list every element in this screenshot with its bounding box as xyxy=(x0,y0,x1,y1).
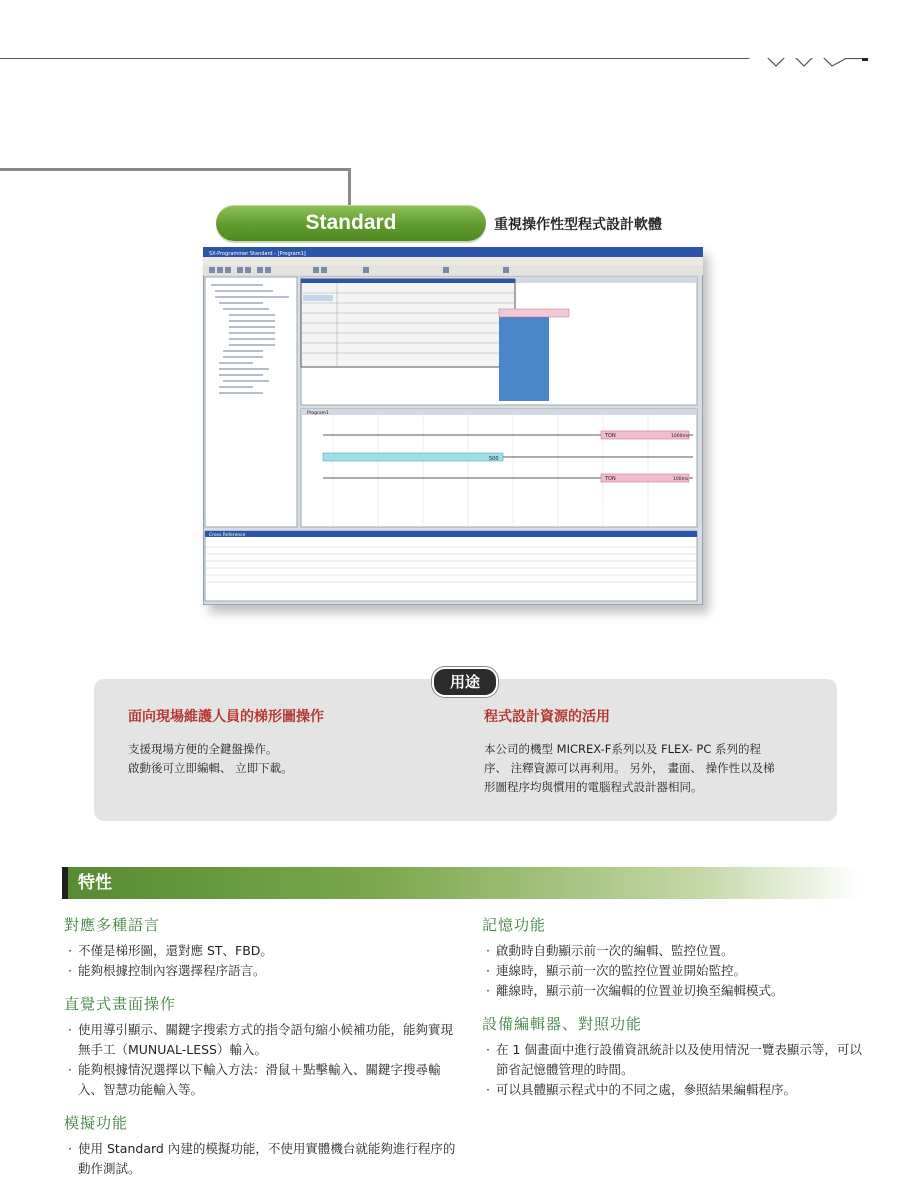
feature-title: 直覺式畫面操作 xyxy=(64,995,177,1013)
product-label-pill: Standard xyxy=(216,205,486,241)
feature-item: · 能夠根據控制內容選擇程序語言。 xyxy=(64,961,460,981)
usage-left-title: 面向現場維護人員的梯形圖操作 xyxy=(128,709,324,725)
feature-item: · 啟動時自動顯示前一次的編輯、監控位置。 xyxy=(482,941,874,961)
feature-title: 模擬功能 xyxy=(64,1114,129,1132)
product-subtitle: 重視操作性型程式設計軟體 xyxy=(494,217,662,233)
screenshot-illustration xyxy=(203,247,703,605)
coil-ton-2: TON xyxy=(605,476,616,482)
top-rule-decoration xyxy=(0,58,900,68)
feature-list xyxy=(64,1020,460,1100)
coil-value-1: 1000ms xyxy=(671,434,690,439)
usage-left-line: 啟動後可立即編輯、 立即下載。 xyxy=(128,761,293,775)
feature-item: · 可以具體顯示程式中的不同之處，參照結果編輯程序。 xyxy=(482,1080,874,1100)
coil-ton-1: TON xyxy=(605,433,616,439)
features-heading-band xyxy=(62,867,862,899)
features-heading: 特性 xyxy=(78,873,112,893)
feature-item: · 使用 Standard 內建的模擬功能，不使用實體機台就能夠進行程序的動作測試。 xyxy=(64,1139,460,1179)
feature-item: · 離線時，顯示前一次編輯的位置並切換至編輯模式。 xyxy=(482,981,874,1001)
feature-list xyxy=(482,941,874,1001)
usage-right-line: 形圖程序均與慣用的電腦程式設計器相同。 xyxy=(484,780,703,794)
usage-right-column xyxy=(484,706,824,797)
feature-title: 設備編輯器、對照功能 xyxy=(482,1015,643,1033)
screenshot-title-bar: SX-Programmer Standard - [Program1] xyxy=(209,251,306,257)
feature-item: · 能夠根據情況選擇以下輸入方法：滑鼠＋點擊輸入、關鍵字搜尋輸入、智慧功能輸入等。 xyxy=(64,1060,460,1100)
usage-right-line: 本公司的機型 MICREX-F系列以及 FLEX- PC 系列的程 xyxy=(484,742,761,756)
feature-item: · 在 1 個畫面中進行設備資訊統計以及使用情況一覽表顯示等，可以節省記憶體管理的時間。 xyxy=(482,1040,874,1080)
feature-item: · 使用導引顯示、關鍵字搜索方式的指令語句縮小候補功能，能夠實現無手工（MUNUAL-LESS）輸入。 xyxy=(64,1020,460,1060)
features-band-marker xyxy=(62,867,68,899)
feature-list xyxy=(482,1040,874,1100)
feature-title: 對應多種語言 xyxy=(64,916,161,934)
feature-list xyxy=(64,941,460,981)
coil-value-2: 100ms xyxy=(673,477,689,482)
feature-list xyxy=(64,1139,460,1179)
bottom-panel-title: Cross Reference xyxy=(209,533,246,538)
row-value: 500 xyxy=(489,456,499,462)
editor-panel-title: Program1 xyxy=(307,411,329,416)
section-bracket-line xyxy=(0,168,351,208)
features-right-column xyxy=(482,914,874,1112)
usage-tag: 用途 xyxy=(432,667,498,697)
software-screenshot xyxy=(203,247,703,605)
usage-right-line: 序、 注釋資源可以再利用。 另外， 畫面、 操作性以及梯 xyxy=(484,761,775,775)
usage-right-title: 程式設計資源的活用 xyxy=(484,709,610,725)
feature-title: 記憶功能 xyxy=(482,916,547,934)
usage-left-column xyxy=(128,706,448,778)
features-left-column xyxy=(64,914,460,1191)
feature-item: · 不僅是梯形圖，還對應 ST、FBD。 xyxy=(64,941,460,961)
usage-left-line: 支援現場方便的全鍵盤操作。 xyxy=(128,742,278,756)
feature-item: · 連線時，顯示前一次的監控位置並開始監控。 xyxy=(482,961,874,981)
